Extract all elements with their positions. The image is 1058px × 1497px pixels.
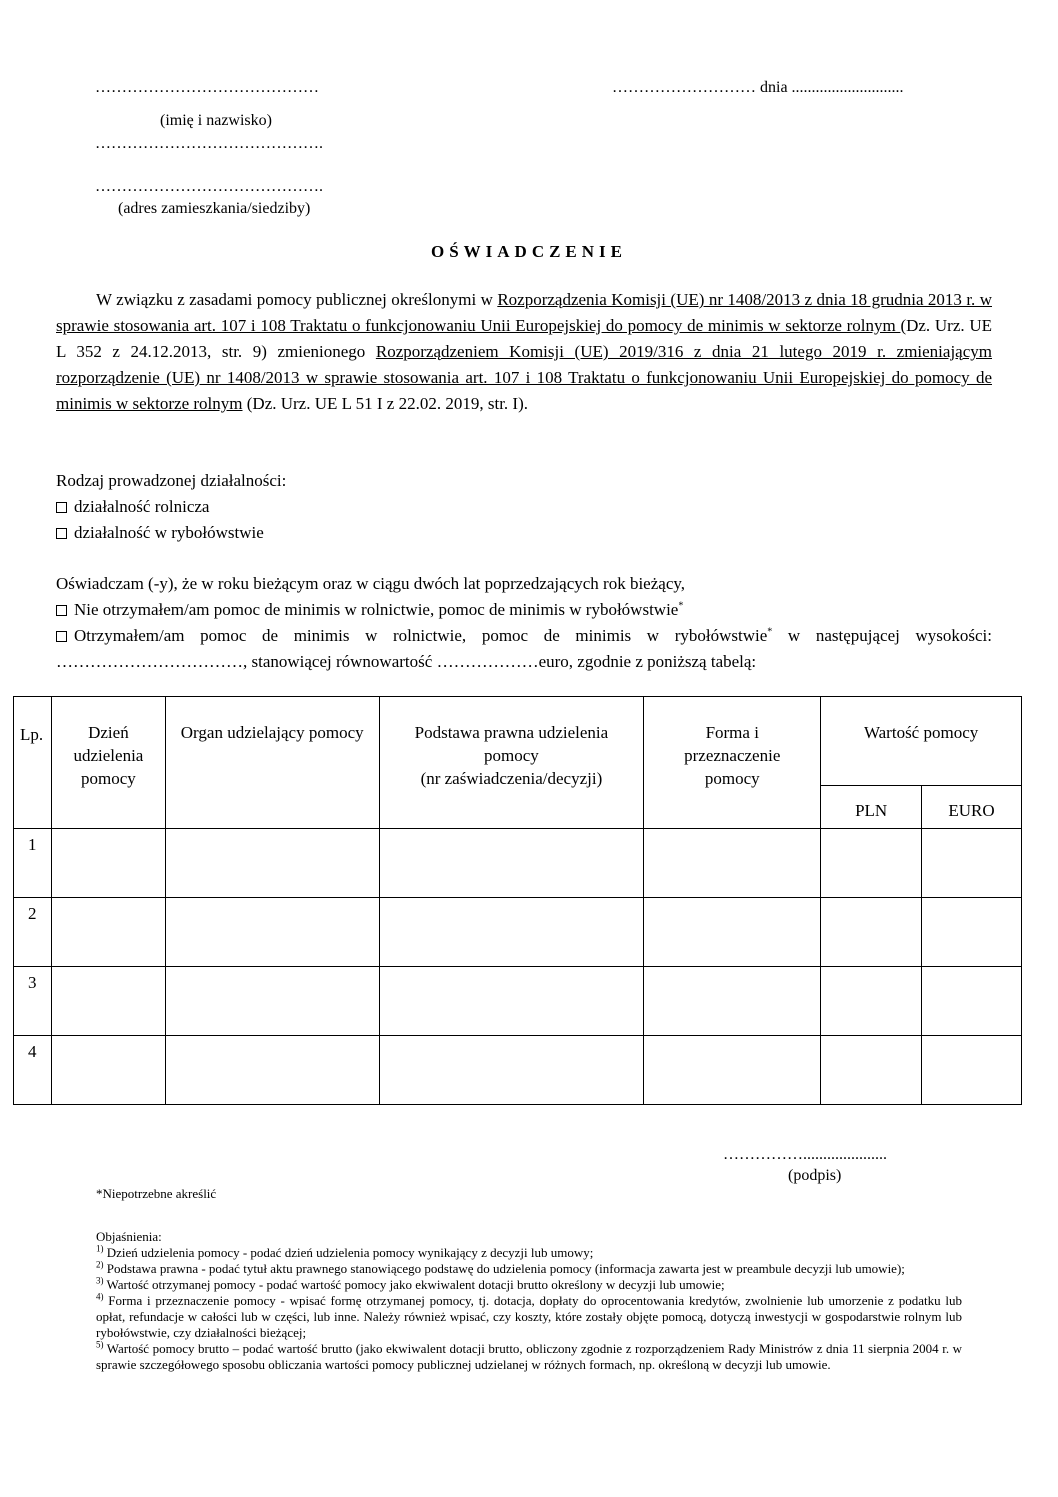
row-number: 4 — [14, 1036, 52, 1105]
equivalent-text: , stanowiącej równowartość — [243, 652, 437, 671]
cell-organ[interactable] — [165, 829, 379, 898]
option-label: działalność w rybołówstwie — [74, 523, 264, 542]
address-field-line-2[interactable]: ……………………………………. — [95, 178, 323, 195]
cell-basis[interactable] — [379, 829, 644, 898]
intro-text-3: (Dz. Urz. UE L 51 I z 22.02. 2019, str. I). — [242, 394, 528, 413]
explanation-number: 1) — [96, 1243, 104, 1254]
explanations-heading: Objaśnienia: — [96, 1229, 162, 1244]
option-text: Nie otrzymałem/am pomoc de minimis w rolnictwie, pomoc de minimis w rybołówstwie — [74, 600, 679, 619]
header-euro: EURO — [922, 786, 1022, 829]
date-field[interactable]: ............................ — [791, 79, 904, 96]
header-basis-main: Podstawa prawna udzielenia pomocy — [414, 723, 609, 765]
activity-label: Rodzaj prowadzonej działalności: — [56, 471, 287, 490]
cell-euro[interactable] — [922, 898, 1022, 967]
name-label: (imię i nazwisko) — [160, 112, 272, 129]
intro-paragraph — [56, 287, 992, 417]
euro-text: euro, zgodnie z poniższą tabelą: — [538, 652, 757, 671]
date-word: dnia — [760, 79, 788, 96]
amount-field[interactable]: …………………………… — [56, 652, 243, 671]
activity-option-agriculture[interactable] — [56, 494, 286, 520]
cell-form[interactable] — [644, 898, 821, 967]
aid-table — [13, 696, 1022, 1105]
regulation-reference-1: Rozporządzenia Komisji (UE) nr 1408/2013 z dnia 18 grudnia 2013 r. w sprawie stosowania art. 107 i 108 Traktatu o funkcjonowaniu Unii Europejskiej do pomocy de minimis w sektorze rolnym — [56, 290, 992, 335]
explanation-text: Podstawa prawna - podać tytuł aktu prawnego stanowiącego podstawę do udzielenia pomocy (informacja zawarta jest w preambule decyzji lub umowie); — [103, 1261, 905, 1276]
checkbox-icon[interactable] — [56, 605, 67, 616]
asterisk-mark: * — [678, 600, 684, 612]
address-field-line-1[interactable]: ……………………………………. — [95, 135, 323, 152]
intro-text-1: W związku z zasadami pomocy publicznej określonymi w — [96, 290, 498, 309]
asterisk-mark: * — [767, 626, 773, 638]
table-row — [14, 967, 1022, 1036]
option-label — [74, 597, 683, 623]
table-row — [14, 829, 1022, 898]
checkbox-icon[interactable] — [56, 631, 67, 642]
header-form: Forma i przeznaczenie pomocy — [644, 697, 821, 829]
explanation-item — [96, 1261, 962, 1277]
document-title: OŚWIADCZENIE — [430, 242, 628, 261]
cell-day[interactable] — [51, 829, 165, 898]
explanation-number: 3) — [96, 1275, 104, 1286]
cell-day[interactable] — [51, 1036, 165, 1105]
row-number: 1 — [14, 829, 52, 898]
explanation-text: Dzień udzielenia pomocy - podać dzień udzielenia pomocy wynikający z decyzji lub umowy; — [103, 1245, 594, 1260]
place-field[interactable]: ……………………… — [612, 79, 756, 96]
intro-text-2: (Dz. Urz. UE L 352 z 24.12.2013, str. 9) zmienionego — [56, 316, 992, 361]
option-label — [74, 623, 992, 649]
cell-euro[interactable] — [922, 967, 1022, 1036]
address-label: (adres zamieszkania/siedziby) — [118, 200, 311, 217]
cell-organ[interactable] — [165, 898, 379, 967]
header-basis-sub: (nr zaświadczenia/decyzji) — [420, 769, 603, 788]
cell-day[interactable] — [51, 898, 165, 967]
cell-form[interactable] — [644, 1036, 821, 1105]
explanation-number: 4) — [96, 1291, 104, 1302]
header-organ: Organ udzielający pomocy — [165, 697, 379, 829]
checkbox-icon[interactable] — [56, 502, 67, 513]
amount-line — [56, 649, 992, 675]
option-received[interactable] — [56, 623, 992, 649]
place-date-line — [612, 79, 904, 97]
table-header-row — [14, 697, 1022, 786]
cell-pln[interactable] — [821, 829, 922, 898]
cell-organ[interactable] — [165, 967, 379, 1036]
declaration-section — [56, 571, 992, 675]
signature-label: (podpis) — [788, 1167, 842, 1184]
cell-form[interactable] — [644, 829, 821, 898]
header-day: Dzień udzielenia pomocy — [51, 697, 165, 829]
cell-form[interactable] — [644, 967, 821, 1036]
cell-pln[interactable] — [821, 967, 922, 1036]
explanation-number: 2) — [96, 1259, 104, 1270]
header-pln: PLN — [821, 786, 922, 829]
table-row — [14, 898, 1022, 967]
row-number: 3 — [14, 967, 52, 1036]
row-number: 2 — [14, 898, 52, 967]
explanations — [96, 1229, 962, 1373]
declaration-lead: Oświadczam (-y), że w roku bieżącym oraz w ciągu dwóch lat poprzedzających rok bieżący, — [56, 574, 686, 593]
header-lp: Lp. — [14, 697, 52, 829]
explanation-item — [96, 1277, 962, 1293]
cell-basis[interactable] — [379, 1036, 644, 1105]
activity-section — [56, 468, 286, 546]
explanation-text: Forma i przeznaczenie pomocy - wpisać formę otrzymanej pomocy, tj. dotacja, dopłaty do oprocentowania kredytów, zwolnienie lub umorzenie z podatku lub opłat, refundacje w całości lub w części, lub inne. Należy również wpisać, czy koszty, które zostały objęte pomocą, dotyczą inwestycji w gospodarstwie rolnym lub rybołówstwie, czy działalności bieżącej; — [96, 1293, 962, 1340]
option-text-tail: w następującej wysokości: — [772, 626, 992, 645]
checkbox-icon[interactable] — [56, 528, 67, 539]
signature-field[interactable]: ……………..................... — [723, 1146, 887, 1163]
euro-field[interactable]: ……………… — [436, 652, 539, 671]
option-label: działalność rolnicza — [74, 497, 210, 516]
cell-basis[interactable] — [379, 898, 644, 967]
explanation-text: Wartość pomocy brutto – podać wartość brutto (jako ekwiwalent dotacji brutto, obliczony zgodnie z rozporządzeniem Rady Ministrów z dnia 11 sierpnia 2004 r. w sprawie szczegółowego sposobu obliczania wartości pomocy publicznej udzielanej w różnych formach, np. określoną w decyzji lub umowie. — [96, 1341, 962, 1372]
header-value: Wartość pomocy — [821, 697, 1022, 786]
footnote: *Niepotrzebne akreślić — [96, 1186, 217, 1201]
header-basis — [379, 697, 644, 829]
explanation-text: Wartość otrzymanej pomocy - podać wartość pomocy jako ekwiwalent dotacji brutto określony w decyzji lub umowie; — [103, 1277, 725, 1292]
cell-euro[interactable] — [922, 829, 1022, 898]
regulation-reference-2: Rozporządzeniem Komisji (UE) 2019/316 z dnia 21 lutego 2019 r. zmieniającym rozporządzenie (UE) nr 1408/2013 w sprawie stosowania art. 107 i 108 Traktatu o funkcjonowaniu Unii Europejskiej do pomocy de minimis w sektorze rolnym — [56, 342, 992, 413]
cell-organ[interactable] — [165, 1036, 379, 1105]
cell-pln[interactable] — [821, 898, 922, 967]
explanation-number: 5) — [96, 1339, 104, 1350]
cell-pln[interactable] — [821, 1036, 922, 1105]
explanation-item — [96, 1341, 962, 1373]
option-text: Otrzymałem/am pomoc de minimis w rolnictwie, pomoc de minimis w rybołówstwie — [74, 626, 768, 645]
name-field[interactable]: …………………………………… — [95, 79, 319, 96]
activity-option-fishery[interactable] — [56, 520, 286, 546]
table-row — [14, 1036, 1022, 1105]
cell-day[interactable] — [51, 967, 165, 1036]
explanation-item — [96, 1293, 962, 1341]
explanation-item — [96, 1245, 962, 1261]
cell-basis[interactable] — [379, 967, 644, 1036]
option-not-received[interactable] — [56, 597, 992, 623]
cell-euro[interactable] — [922, 1036, 1022, 1105]
